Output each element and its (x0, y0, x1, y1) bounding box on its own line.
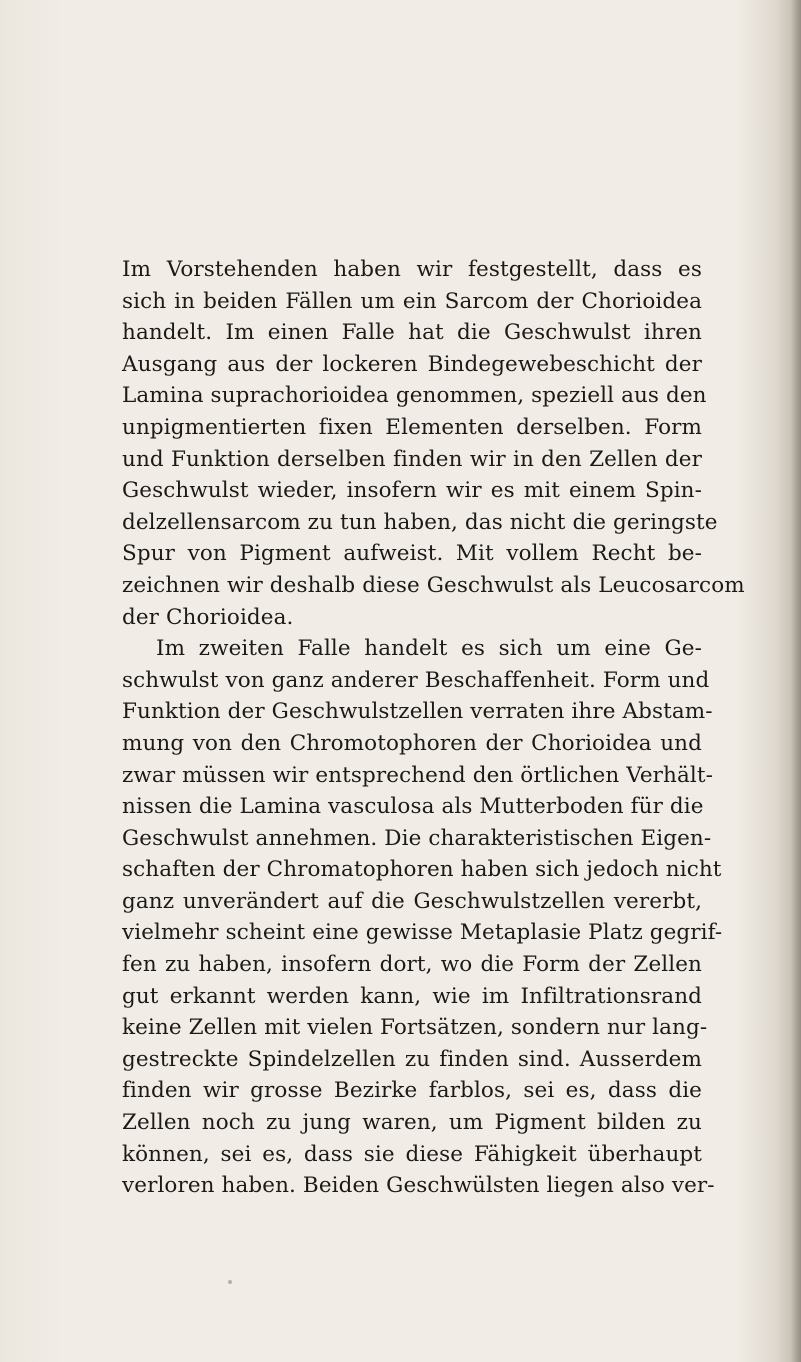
text-line: mung von den Chromotophoren der Chorioidea und (122, 730, 702, 756)
text-line: vielmehr scheint eine gewisse Metaplasie Platz gegrif- (122, 920, 723, 946)
text-line: zeichnen wir deshalb diese Geschwulst als Leucosarcom (122, 572, 745, 598)
text-line: keine Zellen mit vielen Fortsätzen, sondern nur lang- (122, 1015, 708, 1041)
text-line: Spur von Pigment aufweist. Mit vollem Recht be- (122, 541, 702, 567)
text-line: nissen die Lamina vasculosa als Mutterboden für die (122, 794, 704, 820)
text-line: handelt. Im einen Falle hat die Geschwulst ihren (122, 320, 702, 346)
text-line: verloren haben. Beiden Geschwülsten liegen also ver- (122, 1173, 715, 1199)
text-line: Zellen noch zu jung waren, um Pigment bilden zu (122, 1110, 702, 1136)
text-line: schaften der Chromatophoren haben sich jedoch nicht (122, 857, 722, 883)
text-line: schwulst von ganz anderer Beschaffenheit. Form und (122, 667, 710, 693)
text-line: sich in beiden Fällen um ein Sarcom der Chorioidea (122, 288, 702, 314)
text-line: gestreckte Spindelzellen zu finden sind. Ausserdem (122, 1046, 702, 1072)
text-line: finden wir grosse Bezirke farblos, sei es, dass die (122, 1078, 702, 1104)
text-line: können, sei es, dass sie diese Fähigkeit überhaupt (122, 1141, 702, 1167)
text-line: Geschwulst annehmen. Die charakteristischen Eigen- (122, 825, 712, 851)
text-line: Funktion der Geschwulstzellen verraten ihre Abstam- (122, 699, 713, 725)
text-line: Ausgang aus der lockeren Bindegewebeschicht der (122, 351, 702, 377)
text-line: zwar müssen wir entsprechend den örtlichen Verhält- (122, 762, 713, 788)
page-edge-shadow (791, 0, 801, 1362)
body-text (122, 254, 745, 1202)
text-line: der Chorioidea. (122, 604, 294, 630)
text-line: Im Vorstehenden haben wir festgestellt, dass es (122, 257, 702, 282)
text-line: gut erkannt werden kann, wie im Infiltrationsrand (122, 983, 702, 1009)
text-line: Lamina suprachorioidea genommen, speziell aus den (122, 383, 707, 409)
text-line: fen zu haben, insofern dort, wo die Form der Zellen (122, 952, 702, 978)
text-line: Im zweiten Falle handelt es sich um eine Ge- (156, 636, 702, 662)
paper-speck (228, 1280, 232, 1284)
text-line: delzellensarcom zu tun haben, das nicht die geringste (122, 509, 718, 535)
text-line: ganz unverändert auf die Geschwulstzellen vererbt, (122, 888, 702, 914)
text-line: unpigmentierten fixen Elementen derselben. Form (122, 414, 702, 440)
text-line: und Funktion derselben finden wir in den Zellen der (122, 446, 702, 472)
text-line: Geschwulst wieder, insofern wir es mit einem Spin- (122, 478, 702, 504)
